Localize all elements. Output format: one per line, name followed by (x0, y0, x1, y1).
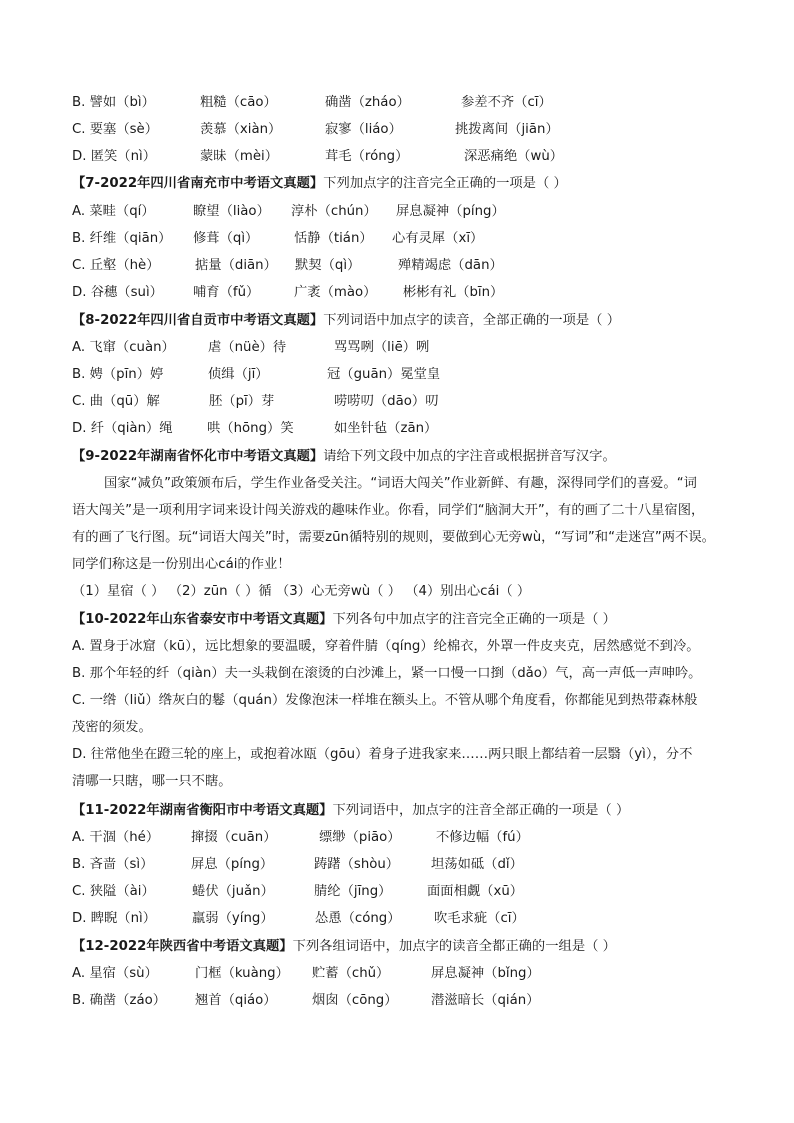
question-7 (72, 175, 727, 193)
option-row: D. 往常他坐在蹬三轮的座上，或抱着冰瓯（gōu）着身子进我家来……两只眼上都结着一层翳（yì），分不 (72, 747, 693, 762)
option-row: B. 那个年轻的纤（qiàn）夫一头栽倒在滚烫的白沙滩上，紧一口慢一口捯（dǎo）气，高一声低一声呻吟。 (72, 666, 702, 681)
question-stem: 下列各组词语中，加点字的读音全都正确的一组是（ ） (292, 939, 616, 954)
option-continuation: 清哪一只瞎，哪一只不瞎。 (72, 774, 232, 789)
option-label: B. 譬如（bì） (72, 95, 155, 110)
question-source: 【9-2022年湖南省怀化市中考语文真题】 (72, 449, 324, 464)
document-page: B. 譬如（bì） 粗糙（cāo） 确凿（zháo） 参差不齐（cī） C. 要塞（sè） 羡慕（xiàn） 寂寥（liáo） 挑拨离间（jiān） D. 匿笑（nì） 蒙昧（mèi） 茸毛（róng） 深恶痛绝（wù） 【7-2022年四川省南充市中考语文真题】下列加点字的注音完全正确的一项是（ ） A. 菜畦（qí） 瞭望（liào） 淳朴（chún） 屏息凝神（píng） B. 纤维（qiān） 修葺（qì） 恬静（tián） 心有灵犀（xī） C. 丘壑（hè） 掂量（diān） 默契（qì） 殚精竭虑（dān） D. 谷穗（suì） 哺育（fǔ） 广袤（mào） 彬彬有礼（bīn） 【8-2022年四川省自贡市中考语文真题】下列词语中加点字的读音，全部正确的一项是（ ） A. 飞窜（cuàn） 虐（nüè）待 骂骂咧（liē）咧 B. 娉（pīn）婷 侦缉（jī） 冠（guān）冕堂皇 C. 曲（qū）解 胚（pī）芽 唠唠叨（dāo）叨 D. 纤（qiàn）绳 哄（hōng）笑 如坐针毡（zān） 【9-2022年湖南省怀化市中考语文真题】请给下列文段中加点的字注音或根据拼音写汉字。 国家“减负”政策颁布后，学生作业备受关注。“词语大闯关”作业新鲜、有趣，深得同学们的喜爱。“词 语大闯关”是一项利用字词来设计闯关游戏的趣味作业。你看，同学们“脑洞大开”，有的画了二十八星宿图， 有的画了飞行图。玩“词语大闯关”时，需要zūn循特别的规则，要做到心无旁wù，“写词”和“走迷宫”两不误。 同学们称这是一份别出心cái的作业！ （1）星宿（ ） （2）zūn（ ）循 （3）心无旁wù（ ） （4）别出心cái（ ） 【10-2022年山东省泰安市中考语文真题】下列各句中加点字的注音完全正确的一项是（ ） A. 置身于冰窟（kū），远比想象的要温暖，穿着件腈（qíng）纶棉衣，外罩一件皮夹克，居然感觉不到冷。 B. 那个年轻的纤（qiàn）夫一头栽倒在滚烫的白沙滩上，紧一口慢一口捯（dǎo）气，高一声低一声呻吟。 C. 一绺（liǔ）绺灰白的鬈（quán）发像泡沫一样堆在额头上。不管从哪个角度看，你都能见到热带森林般 茂密的须发。 D. 往常他坐在蹬三轮的座上，或抱着冰瓯（gōu）着身子进我家来……两只眼上都结着一层翳（yì），分不 清哪一只瞎，哪一只不瞎。 【11-2022年湖南省衡阳市中考语文真题】下列词语中，加点字的注音全部正确的一项是（ ） A. 干涸（hé） 撺掇（cuān） 缥缈（piāo） 不修边幅（fú） B. 吝啬（sì） 屏息（píng） 踌躇（shòu） 坦荡如砥（dǐ） C. 狭隘（ài） 蜷伏（juǎn） 腈纶（jīng） 面面相觑（xū） D. 睥睨（nì） 羸弱（yíng） 怂恿（cóng） 吹毛求疵（cī） 【12-2022年陕西省中考语文真题】下列各组词语中，加点字的读音全都正确的一组是（ ） A. 星宿（sù） 门框（kuàng） 贮蓄（chǔ） 屏息凝神（bǐng） B. 确凿（záo） 翘首（qiáo） 烟囱（cōng） 潜滋暗长（qián） (0, 0, 794, 1123)
question-source: 【11-2022年湖南省衡阳市中考语文真题】 (72, 803, 333, 818)
question-stem: 下列加点字的注音完全正确的一项是（ ） (323, 176, 567, 191)
option-row: C. 一绺（liǔ）绺灰白的鬈（quán）发像泡沫一样堆在额头上。不管从哪个角度看，你都能见到热带森林般 (72, 693, 698, 708)
question-stem: 下列词语中，加点字的注音全部正确的一项是（ ） (332, 803, 630, 818)
passage-line: 语大闯关”是一项利用字词来设计闯关游戏的趣味作业。你看，同学们“脑洞大开”，有的画了二十八星宿图， (72, 503, 705, 518)
question-source: 【7-2022年四川省南充市中考语文真题】 (72, 176, 324, 191)
answer-blanks: （1）星宿（ ） （2）zūn（ ）循 （3）心无旁wù（ ） （4）别出心cái（ ） (72, 584, 531, 599)
option-row: A. 置身于冰窟（kū），远比想象的要温暖，穿着件腈（qíng）纶棉衣，外罩一件皮夹克，居然感觉不到冷。 (72, 639, 700, 654)
question-9 (72, 448, 727, 466)
question-source: 【10-2022年山东省泰安市中考语文真题】 (72, 612, 333, 627)
question-12 (72, 938, 727, 956)
question-source: 【8-2022年四川省自贡市中考语文真题】 (72, 313, 324, 328)
question-stem: 请给下列文段中加点的字注音或根据拼音写汉字。 (323, 449, 616, 464)
passage-line: 有的画了飞行图。玩“词语大闯关”时，需要zūn循特别的规则，要做到心无旁wù，“写词”和“走迷宫”两不误。 (72, 530, 715, 545)
passage-line: 国家“减负”政策颁布后，学生作业备受关注。“词语大闯关”作业新鲜、有趣，深得同学们的喜爱。“词 (104, 476, 697, 491)
question-stem: 下列各句中加点字的注音完全正确的一项是（ ） (332, 612, 616, 627)
passage-line: 同学们称这是一份别出心cái的作业！ (72, 557, 291, 572)
question-source: 【12-2022年陕西省中考语文真题】 (72, 939, 293, 954)
question-11 (72, 802, 727, 820)
question-10 (72, 611, 727, 629)
question-8 (72, 312, 727, 330)
question-stem: 下列词语中加点字的读音，全部正确的一项是（ ） (323, 313, 620, 328)
option-continuation: 茂密的须发。 (72, 720, 152, 735)
